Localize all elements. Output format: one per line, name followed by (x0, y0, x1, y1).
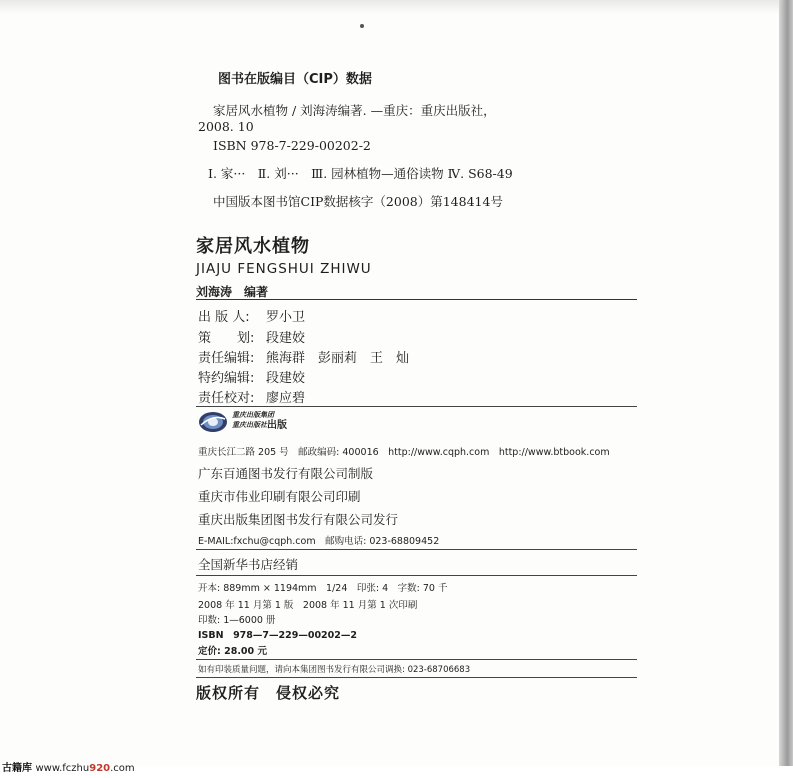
divider (196, 659, 637, 660)
specs-isbn: ISBN 978—7—229—00202—2 (198, 630, 357, 641)
credit-planner (198, 327, 305, 346)
price: 定价: 28.00 元 (198, 646, 267, 657)
page-dot (360, 24, 364, 28)
publisher-address: 重庆长江二路 205 号 邮政编码: 400016 http://www.cqph.com http://www.btbook.com (198, 447, 610, 458)
publisher-logo-icon (198, 411, 228, 433)
cip-verification: 中国版本图书馆CIP数据核字（2008）第148414号 (213, 194, 503, 209)
credit-editors (198, 347, 409, 366)
rights-notice: 版权所有 侵权必究 (196, 684, 341, 702)
publisher-group-name: 重庆出版集团 (232, 411, 274, 419)
quality-note: 如有印装质量问题，请向本集团图书发行有限公司调换: 023-68706683 (198, 665, 471, 675)
credit-value: 段建姣 (266, 371, 306, 386)
watermark-site-name: 古籍库 (2, 763, 32, 774)
book-spine-shadow (779, 0, 793, 766)
divider (196, 299, 637, 300)
credit-value: 段建姣 (266, 331, 306, 346)
credit-value: 罗小卫 (266, 310, 306, 325)
watermark-url-suffix: .com (110, 763, 135, 774)
printer: 重庆市伟业印刷有限公司印刷 (198, 489, 361, 504)
book-author: 刘海涛 编著 (196, 285, 269, 299)
credit-publisher-person (198, 306, 305, 325)
credit-label: 策 划: (198, 331, 255, 346)
plate-maker: 广东百通图书发行有限公司制版 (198, 466, 374, 481)
credit-label: 责任校对: (198, 391, 255, 406)
watermark-url-number: 920 (89, 763, 111, 774)
edition-info: 2008 年 11 月第 1 版 2008 年 11 月第 1 次印刷 (198, 600, 418, 611)
site-watermark (2, 759, 135, 774)
retail-distribution: 全国新华书店经销 (198, 557, 299, 572)
credit-proofreader (198, 387, 305, 406)
publisher-verb: 出版 (267, 420, 287, 431)
distributor: 重庆出版集团图书发行有限公司发行 (198, 512, 399, 527)
credit-special-editor (198, 367, 305, 386)
credit-label: 特约编辑: (198, 371, 255, 386)
watermark-url-prefix: www.fczhu (35, 763, 90, 774)
divider (196, 549, 637, 550)
page-top-edge (0, 0, 780, 14)
print-run: 印数: 1—6000 册 (198, 615, 276, 626)
credit-value: 熊海群 彭丽莉 王 灿 (266, 351, 410, 366)
cip-title: 图书在版编目（CIP）数据 (218, 72, 372, 87)
credit-value: 廖应碧 (266, 391, 306, 406)
cip-classification: Ⅰ. 家··· Ⅱ. 刘··· Ⅲ. 园林植物—通俗读物 Ⅳ. S68-49 (208, 166, 513, 181)
cip-line-2: 2008. 10 (198, 119, 254, 134)
book-format: 开本: 889mm × 1194mm 1/24 印张: 4 字数: 70 千 (198, 583, 448, 594)
publisher-contact: E-MAIL:fxchu@cqph.com 邮购电话: 023-68809452 (198, 536, 440, 547)
book-title: 家居风水植物 (196, 236, 310, 257)
cip-line-1: 家居风水植物 / 刘海涛编著. —重庆：重庆出版社， (213, 103, 496, 118)
divider (196, 575, 637, 576)
cip-isbn: ISBN 978-7-229-00202-2 (213, 138, 371, 153)
publisher-house-name: 重庆出版社 (232, 421, 267, 429)
credit-label: 出 版 人: (198, 310, 250, 325)
divider (196, 406, 637, 407)
credit-label: 责任编辑: (198, 351, 255, 366)
book-pinyin-title: JIAJU FENGSHUI ZHIWU (196, 261, 372, 277)
divider (196, 677, 637, 678)
